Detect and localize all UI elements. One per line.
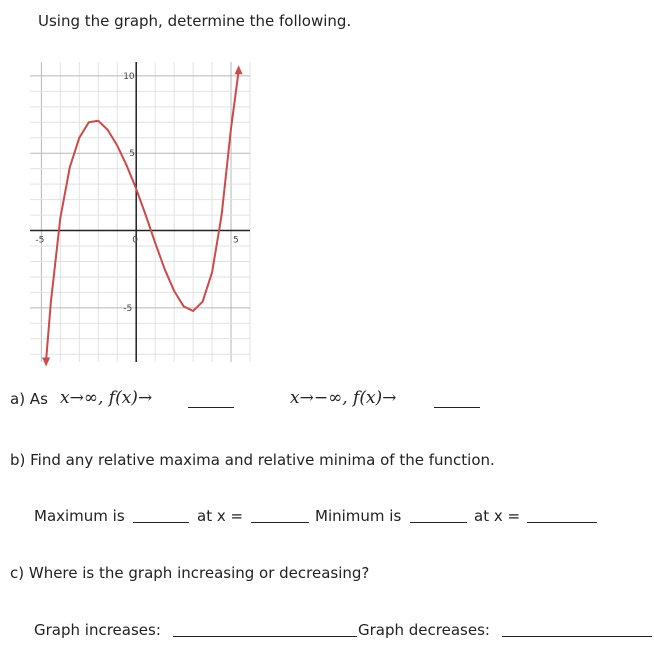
at-x-label-min: at x = [474,507,521,525]
decreases-label: Graph decreases: [358,621,490,639]
curve-arrow-down [42,357,50,366]
answer-blank-minimum[interactable] [410,508,467,523]
part-c-question: c) Where is the graph increasing or decreasing? [10,564,370,582]
part-a-label: a) As [10,390,48,408]
answer-blank-minimum-x[interactable] [527,508,597,523]
answer-blank-maximum-x[interactable] [251,508,309,523]
minimum-label: Minimum is [315,507,402,525]
y-tick-label: -5 [123,303,133,314]
graph-grid [30,62,250,362]
x-tick-label: 5 [233,235,239,246]
x-tick-label: 0 [132,235,138,246]
y-tick-label: 5 [129,149,135,160]
y-tick-label: 10 [123,71,135,82]
curve-arrow-up [235,65,243,74]
part-a-expression-negative: x→−∞, f(x)→ [290,388,397,408]
answer-blank-negative-infinity[interactable] [434,393,480,408]
at-x-label-max: at x = [197,507,244,525]
intro-text: Using the graph, determine the following. [38,12,352,30]
answer-blank-positive-infinity[interactable] [188,393,234,408]
answer-blank-maximum[interactable] [133,508,189,523]
increases-label: Graph increases: [34,621,161,639]
answer-blank-increases[interactable] [173,622,357,637]
part-b-question: b) Find any relative maxima and relative minima of the function. [10,451,495,469]
part-a-expression-positive: x→∞, f(x)→ [60,388,153,408]
function-curve [46,71,239,360]
x-tick-label: -5 [35,235,45,246]
maximum-label: Maximum is [34,507,125,525]
answer-blank-decreases[interactable] [502,622,652,637]
